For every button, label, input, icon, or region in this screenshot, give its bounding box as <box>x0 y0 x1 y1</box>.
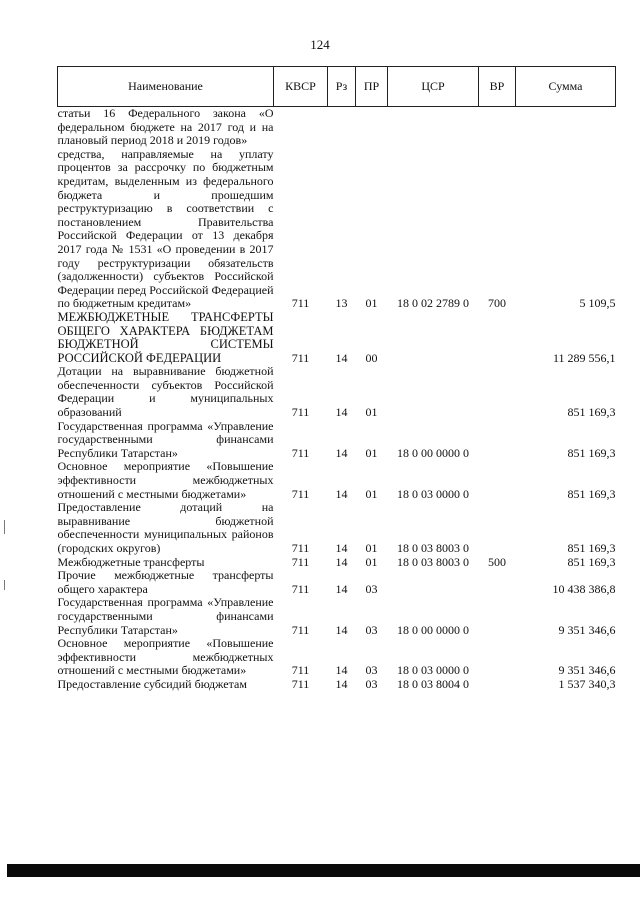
row-kvsr: 711 <box>291 676 310 691</box>
table-row <box>58 501 616 555</box>
header-sum: Сумма <box>516 67 616 107</box>
row-csr: 18 0 03 0000 0 <box>397 486 469 501</box>
row-pr: 01 <box>365 445 378 460</box>
row-rz: 13 <box>335 296 348 311</box>
row-rz: 14 <box>335 622 348 637</box>
row-sum: 5 109,5 <box>579 296 616 311</box>
row-kvsr: 711 <box>291 445 310 460</box>
row-kvsr: 711 <box>291 350 310 365</box>
budget-table <box>57 66 616 692</box>
row-pr <box>356 107 388 148</box>
row-name: Дотации на выравнивание бюджетной обеспеченности субъектов Российской Федерации и муниципальных образований <box>57 364 274 420</box>
row-kvsr: 711 <box>291 622 310 637</box>
row-pr: 03 <box>365 663 378 678</box>
row-kvsr: 711 <box>291 554 310 569</box>
row-csr: 18 0 03 8003 0 <box>397 541 469 555</box>
table-row <box>58 311 616 365</box>
header-vr: ВР <box>479 67 516 107</box>
table-row <box>58 596 616 637</box>
row-csr: 18 0 02 2789 0 <box>397 296 469 311</box>
row-rz: 14 <box>335 554 348 569</box>
row-pr: 03 <box>365 581 378 596</box>
table-row <box>58 107 616 148</box>
row-sum: 851 169,3 <box>567 405 616 420</box>
row-sum <box>516 107 616 148</box>
header-kvsr: КВСР <box>274 67 328 107</box>
row-sum: 851 169,3 <box>567 445 616 460</box>
row-csr <box>388 569 479 596</box>
table-row <box>58 365 616 419</box>
row-pr: 01 <box>365 405 378 420</box>
row-pr: 01 <box>365 486 378 501</box>
row-kvsr: 711 <box>291 581 310 596</box>
row-name: средства, направляемые на уплату процентов за рассрочку по бюджетным кредитам, выделенным из федерального бюджета и прошедшим реструктуризацию в соответствии с постановлением Правительства Российской Федерации от 13 декабря 2017 года № 1531 «О проведении в 2017 году реструктуризации обязательств (задолженности) субъектов Российской Федерации перед Российской Федерацией по бюджетным кредитам» <box>57 146 274 311</box>
row-name: Основное мероприятие «Повышение эффективности межбюджетных отношений с местными бюджетами» <box>57 636 274 678</box>
row-csr: 18 0 03 8004 0 <box>397 676 469 691</box>
table-row <box>58 637 616 678</box>
row-pr: 00 <box>365 350 378 365</box>
scan-edge-mark <box>4 520 5 534</box>
header-rz: Рз <box>328 67 356 107</box>
table-row <box>58 569 616 596</box>
row-csr: 18 0 00 0000 0 <box>397 622 469 637</box>
row-pr: 03 <box>365 676 378 691</box>
scan-edge-mark <box>4 580 5 590</box>
row-sum: 11 289 556,1 <box>552 350 616 365</box>
row-rz <box>328 107 356 148</box>
row-name: МЕЖБЮДЖЕТНЫЕ ТРАНСФЕРТЫ ОБЩЕГО ХАРАКТЕРА БЮДЖЕТАМ БЮДЖЕТНОЙ СИСТЕМЫ РОССИЙСКОЙ ФЕДЕРАЦИИ <box>57 309 274 365</box>
table-row <box>58 460 616 501</box>
row-vr <box>479 311 516 365</box>
row-rz: 14 <box>335 663 348 678</box>
row-vr <box>479 107 516 148</box>
header-csr: ЦСР <box>388 67 479 107</box>
row-rz: 14 <box>335 350 348 365</box>
header-pr: ПР <box>356 67 388 107</box>
row-name: Государственная программа «Управление государственными финансами Республики Татарстан» <box>57 418 274 460</box>
row-vr <box>479 678 516 692</box>
table-row <box>58 420 616 461</box>
row-csr: 18 0 03 0000 0 <box>397 663 469 678</box>
table-row <box>58 556 616 570</box>
row-rz: 14 <box>335 581 348 596</box>
scan-bottom-bar <box>7 864 640 877</box>
row-sum: 10 438 386,8 <box>552 581 616 596</box>
row-vr: 700 <box>488 296 506 311</box>
row-csr <box>388 107 479 148</box>
row-kvsr: 711 <box>291 541 310 555</box>
row-name: Межбюджетные трансферты <box>57 554 205 569</box>
row-name: Предоставление дотаций на выравнивание бюджетной обеспеченности муниципальных районов (городских округов) <box>57 500 274 555</box>
row-sum: 9 351 346,6 <box>558 622 616 637</box>
row-vr <box>479 501 516 555</box>
row-vr <box>479 365 516 419</box>
row-kvsr: 711 <box>291 663 310 678</box>
row-sum: 851 169,3 <box>567 541 616 555</box>
row-vr <box>479 460 516 501</box>
row-kvsr: 711 <box>291 405 310 420</box>
row-vr <box>479 637 516 678</box>
row-sum: 851 169,3 <box>567 486 616 501</box>
header-row <box>58 67 616 107</box>
row-pr: 01 <box>365 541 378 555</box>
row-vr <box>479 420 516 461</box>
row-vr <box>479 596 516 637</box>
row-rz: 14 <box>335 676 348 691</box>
page-number: 124 <box>310 37 330 52</box>
row-rz: 14 <box>335 486 348 501</box>
row-csr <box>388 365 479 419</box>
row-kvsr: 711 <box>291 486 310 501</box>
row-vr: 500 <box>488 554 506 569</box>
row-pr: 01 <box>365 554 378 569</box>
row-sum: 9 351 346,6 <box>558 663 616 678</box>
row-name: Государственная программа «Управление государственными финансами Республики Татарстан» <box>57 595 274 637</box>
row-rz: 14 <box>335 445 348 460</box>
row-vr <box>479 569 516 596</box>
table-row <box>58 148 616 311</box>
row-sum: 1 537 340,3 <box>558 676 616 691</box>
row-csr <box>388 311 479 365</box>
row-name: Прочие межбюджетные трансферты общего характера <box>57 568 274 596</box>
row-name: Основное мероприятие «Повышение эффективности межбюджетных отношений с местными бюджетами» <box>57 459 274 501</box>
row-pr: 01 <box>365 296 378 311</box>
header-name: Наименование <box>58 67 274 107</box>
row-csr: 18 0 03 8003 0 <box>397 554 469 569</box>
row-name: статьи 16 Федерального закона «О федеральном бюджете на 2017 год и на плановый период 2018 и 2019 годов» <box>57 106 274 148</box>
table-row <box>58 678 616 692</box>
row-sum: 851 169,3 <box>567 554 616 569</box>
row-rz: 14 <box>335 541 348 555</box>
row-rz: 14 <box>335 405 348 420</box>
row-kvsr: 711 <box>291 296 310 311</box>
row-pr: 03 <box>365 622 378 637</box>
row-name: Предоставление субсидий бюджетам <box>57 676 247 691</box>
row-kvsr <box>274 107 328 148</box>
row-csr: 18 0 00 0000 0 <box>397 445 469 460</box>
